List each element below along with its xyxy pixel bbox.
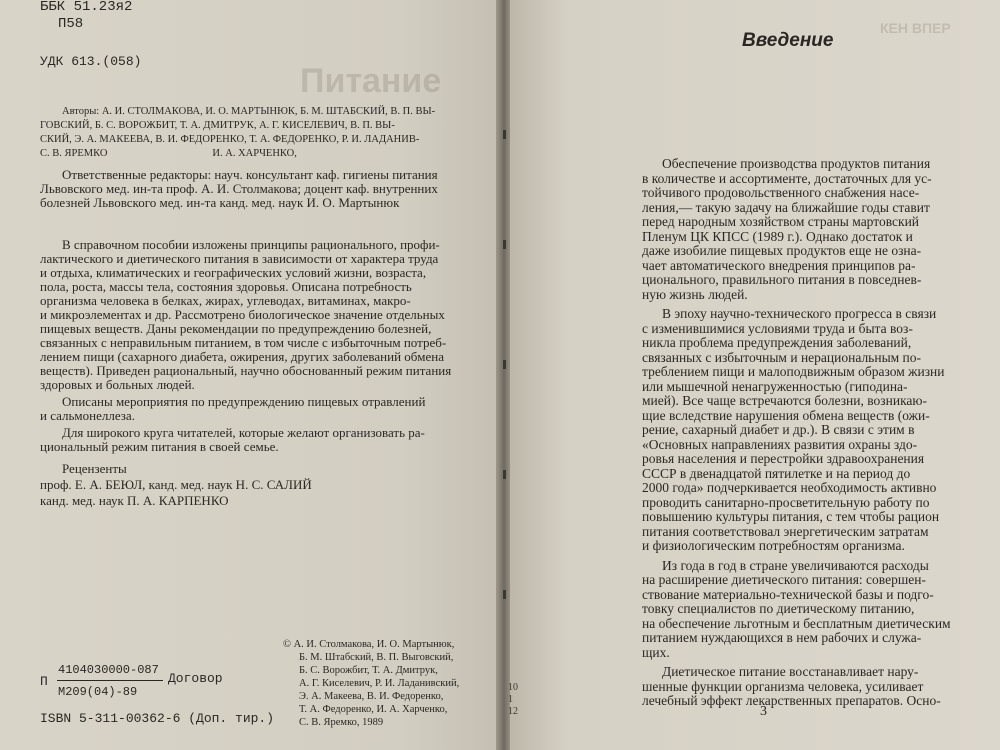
abstract-line: Описаны мероприятия по предупреждению пищевых отравлений — [62, 394, 426, 409]
copyright-line: Т. А. Федоренко, И. А. Харченко, — [299, 704, 448, 715]
copyright-line: А. Г. Киселевич, Р. И. Ладанивский, — [299, 678, 460, 689]
text-line: и физиологическим потребностям организма. — [642, 538, 905, 553]
abstract-line: и сальмонеллеза. — [40, 408, 135, 423]
text-line: или мышечной ненагруженностью (гиподина- — [642, 379, 908, 394]
editors-line: болезней Львовского мед. ин-та канд. мед. наук И. О. Мартынюк — [40, 195, 400, 210]
abstract-line: циональный режим питания в своей семье. — [40, 439, 279, 454]
text-line: рение, сахарный диабет и др.). В связи с этим в — [642, 422, 915, 437]
abstract-line: пищевых веществ. Даны рекомендации по предупреждению болезней, — [40, 321, 432, 336]
abstract-line: В справочном пособии изложены принципы рационального, профи- — [62, 237, 440, 252]
text-line: на обеспечение льготным и бесплатным диетическим — [642, 616, 951, 631]
text-line: тойчивого продовольственного снабжения насе- — [642, 185, 920, 200]
abstract-line: лактического и диетического питания в зависимости от характера труда — [40, 251, 439, 266]
abstract-line: лением пищи (сахарного диабета, ожирения, других заболеваний обмена — [40, 349, 444, 364]
text-line: Пленум ЦК КПСС (1989 г.). Однако достаток и — [642, 229, 913, 244]
bleed-through-text: КЕН ВПЕР — [880, 20, 951, 36]
abstract-line: организма человека в белках, жирах, углеводах, витаминах, макро- — [40, 293, 411, 308]
copyright-line: С. В. Яремко, 1989 — [299, 717, 384, 728]
text-line: ствование материально-технической базы и подго- — [642, 587, 934, 602]
text-line: ную жизнь людей. — [642, 287, 748, 302]
margin-mark: 1 — [508, 694, 513, 705]
text-line: мией). Все чаще встречаются болезни, возникаю- — [642, 393, 927, 408]
formula-numerator: 4104030000-087 — [58, 663, 159, 677]
copyright-line: Б. С. Ворожбит, Т. А. Дмитрук, — [299, 665, 438, 676]
text-line: проводить санитарно-просветительную работу по — [642, 495, 930, 510]
reviewer-line: проф. Е. А. БЕЮЛ, канд. мед. наук Н. С. САЛИЙ — [40, 477, 312, 492]
text-line: с изменившимися условиями труда и быта воз- — [642, 321, 913, 336]
text-line: ровья населения и перестройки здравоохранения — [642, 451, 925, 466]
abstract-line: пола, роста, массы тела, состояния здоровья. Описана потребность — [40, 279, 412, 294]
text-line: Обеспечение производства продуктов питания — [662, 156, 931, 171]
chapter-heading: Введение — [742, 30, 834, 51]
binding-stitch — [503, 470, 506, 479]
copyright-line: Э. А. Макеева, В. И. Федоренко, — [299, 691, 444, 702]
text-line: треблением пищи и малоподвижным образом жизни — [642, 364, 945, 379]
text-line: ления,— такую задачу на ближайшие годы ставит — [642, 200, 930, 215]
text-line: никла проблема предупреждения заболеваний, — [642, 335, 912, 350]
abstract-line: связанных с неправильным питанием, в том числе с избыточным потреб- — [40, 335, 447, 350]
text-line: питанием нуждающихся в нем рабочих и служа- — [642, 630, 922, 645]
text-line: 2000 года» подчеркивается необходимость активно — [642, 480, 937, 495]
text-line: даже изобилие пищевых продуктов еще не озна- — [642, 243, 922, 258]
text-line: шенные функции организма человека, усиливает — [642, 679, 924, 694]
binding-stitch — [503, 360, 506, 369]
bleed-through-text: Питание — [300, 62, 442, 100]
text-line: повышению культуры питания, с тем чтобы рацион — [642, 509, 940, 524]
text-line: на расширение диетического питания: совершен- — [642, 572, 926, 587]
text-line: «Основных направлениях развития охраны здо- — [642, 437, 918, 452]
abstract-line: и микроэлементах и др. Рассмотрено биологическое значение отдельных — [40, 307, 445, 322]
editors-line: Львовского мед. ин-та проф. А. И. Столмакова; доцент каф. внутренних — [40, 181, 438, 196]
text-line: чает автоматического внедрения принципов ра- — [642, 258, 916, 273]
text-line: перед народным хозяйством страны мартовский — [642, 214, 920, 229]
binding-stitch — [503, 590, 506, 599]
text-line: щие вследствие нарушения обмена веществ (ожи- — [642, 408, 930, 423]
text-line: щих. — [642, 645, 670, 660]
abstract-line: здоровых и больных людей. — [40, 377, 195, 392]
bbk-code: ББК 51.23я2 — [40, 0, 133, 15]
udk-code: УДК 613.(058) — [40, 54, 142, 69]
authors-line: Авторы: А. И. СТОЛМАКОВА, И. О. МАРТЫНЮК, Б. М. ШТАБСКИЙ, В. П. ВЫ- — [62, 106, 436, 117]
text-line: связанных с избыточным и нерациональным по- — [642, 350, 922, 365]
text-line: В эпоху научно-технического прогресса в связи — [662, 306, 937, 321]
fraction-rule — [57, 680, 163, 681]
text-line: СССР в двенадцатой пятилетке и на период до — [642, 466, 911, 481]
reviewer-line: канд. мед. наук П. А. КАРПЕНКО — [40, 493, 229, 508]
authors-line: С. В. ЯРЕМКО И. А. ХАРЧЕНКО, — [40, 148, 297, 159]
authors-line: СКИЙ, Э. А. МАКЕЕВА, В. И. ФЕДОРЕНКО, Т. А. ФЕДОРЕНКО, Р. И. ЛАДАНИВ- — [40, 134, 420, 145]
editors-line: Ответственные редакторы: науч. консультант каф. гигиены питания — [62, 167, 438, 182]
authors-line: ГОВСКИЙ, Б. С. ВОРОЖБИТ, Т. А. ДМИТРУК, А. Г. КИСЕЛЕВИЧ, В. П. ВЫ- — [40, 120, 395, 131]
text-line: товку специалистов по диетическому питанию, — [642, 601, 915, 616]
margin-mark: 10 — [508, 682, 518, 693]
formula-note: Договор — [168, 671, 223, 686]
text-line: ционального, правильного питания в повседнев- — [642, 272, 922, 287]
abstract-line: веществ). Приведен рациональный, научно обоснованный режим питания — [40, 363, 452, 378]
binding-stitch — [503, 130, 506, 139]
abstract-line: Для широкого круга читателей, которые желают организовать ра- — [62, 425, 425, 440]
copyright-line: © А. И. Столмакова, И. О. Мартынюк, — [283, 639, 455, 650]
isbn: ISBN 5-311-00362-6 (Доп. тир.) — [40, 711, 275, 726]
author-mark: П58 — [58, 16, 84, 32]
text-line: в количестве и ассортименте, достаточных для ус- — [642, 171, 932, 186]
text-line: Диетическое питание восстанавливает нару- — [662, 664, 919, 679]
page-number: 3 — [760, 704, 767, 719]
formula-denominator: М209(04)-89 — [58, 685, 138, 699]
reviewers-heading: Рецензенты — [62, 461, 127, 476]
text-line: Из года в год в стране увеличиваются расходы — [662, 558, 929, 573]
abstract-line: и отдыха, климатических и географических условий жизни, возраста, — [40, 265, 427, 280]
text-line: питания соответствовал энергетическим затратам — [642, 524, 929, 539]
formula-letter: П — [40, 674, 48, 689]
binding-stitch — [503, 240, 506, 249]
text-line: лечебный эффект лекарственных препаратов. Осно- — [642, 693, 941, 708]
copyright-line: Б. М. Штабский, В. П. Выговский, — [299, 652, 454, 663]
margin-mark: 12 — [508, 706, 518, 717]
